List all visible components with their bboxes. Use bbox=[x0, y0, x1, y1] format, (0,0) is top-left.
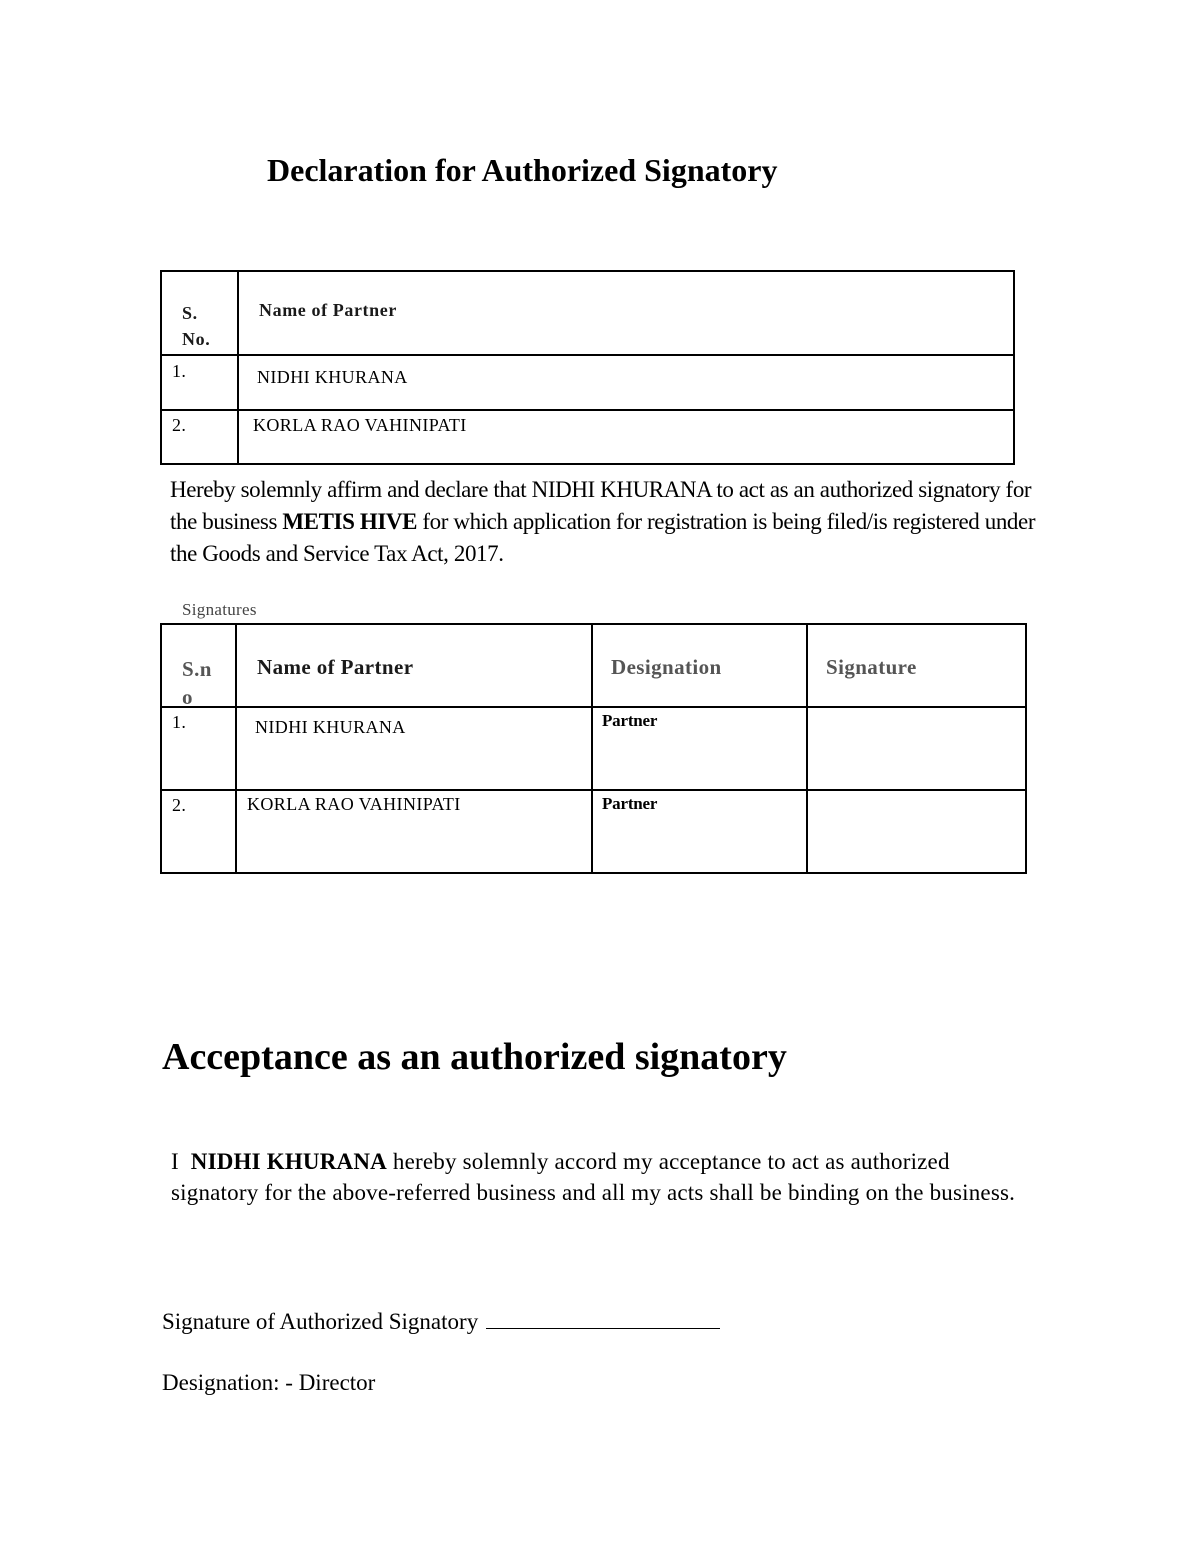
row-number: 2. bbox=[172, 795, 187, 815]
acceptance-paragraph bbox=[171, 1146, 1041, 1208]
designation-cell bbox=[592, 707, 807, 790]
name-cell bbox=[236, 790, 592, 873]
designation-header-cell bbox=[592, 624, 807, 707]
sno-header-cell bbox=[161, 624, 236, 707]
table-row bbox=[161, 707, 1026, 790]
partner-name: KORLA RAO VAHINIPATI bbox=[253, 415, 467, 435]
partners-table bbox=[160, 270, 1015, 465]
signature-blank[interactable] bbox=[486, 1308, 720, 1329]
business-name: METIS HIVE bbox=[282, 509, 418, 534]
document-title: Declaration for Authorized Signatory bbox=[267, 152, 778, 188]
row-number: 1. bbox=[172, 712, 187, 732]
signature-label: Signature of Authorized Signatory bbox=[162, 1309, 479, 1334]
acceptance-heading: Acceptance as an authorized signatory bbox=[162, 1036, 787, 1078]
name-cell bbox=[238, 410, 1014, 464]
designation-line: Designation: - Director bbox=[162, 1370, 376, 1395]
signatures-caption: Signatures bbox=[182, 600, 257, 619]
name-cell bbox=[236, 707, 592, 790]
table-row bbox=[161, 790, 1026, 873]
designation-header: Designation bbox=[611, 655, 722, 679]
sno-header: S. No. bbox=[182, 303, 211, 349]
table-row bbox=[161, 410, 1014, 464]
sno-cell bbox=[161, 410, 238, 464]
row-number: 2. bbox=[172, 415, 187, 435]
acceptor-name: NIDHI KHURANA bbox=[190, 1149, 387, 1174]
declaration-text-end: for which application for registration is being filed/is registered under the Goods and Service Tax Act, 2017. bbox=[170, 509, 1036, 566]
name-header-cell bbox=[236, 624, 592, 707]
designation-value: Partner bbox=[602, 794, 658, 813]
name-header-cell bbox=[238, 271, 1014, 355]
row-number: 1. bbox=[172, 361, 187, 381]
name-cell bbox=[238, 355, 1014, 410]
partner-name: KORLA RAO VAHINIPATI bbox=[247, 794, 461, 814]
signature-header-cell bbox=[807, 624, 1026, 707]
sno-cell bbox=[161, 355, 238, 410]
signatures-table bbox=[160, 623, 1027, 874]
designation-value: Partner bbox=[602, 711, 658, 730]
designation-cell bbox=[592, 790, 807, 873]
sno-cell bbox=[161, 790, 236, 873]
signature-cell[interactable] bbox=[807, 790, 1026, 873]
declaration-text-start: Hereby solemnly affirm and declare that NIDHI KHURANA to act as an authorized signatory for the business bbox=[170, 477, 1032, 534]
partner-name: NIDHI KHURANA bbox=[257, 367, 408, 387]
sno-header-cell bbox=[161, 271, 238, 355]
sno-header: S.n o bbox=[182, 657, 212, 709]
partner-name: NIDHI KHURANA bbox=[255, 717, 406, 737]
acceptance-prefix: I bbox=[171, 1149, 191, 1174]
acceptance-text: hereby solemnly accord my acceptance to act as authorized signatory for the above-referred business and all my acts shall be binding on the business. bbox=[171, 1149, 1016, 1205]
table-header-row bbox=[161, 271, 1014, 355]
table-header-row bbox=[161, 624, 1026, 707]
table-row bbox=[161, 355, 1014, 410]
name-header: Name of Partner bbox=[257, 655, 414, 679]
name-header: Name of Partner bbox=[259, 300, 397, 320]
declaration-paragraph bbox=[170, 474, 1050, 570]
signature-header: Signature bbox=[826, 655, 917, 679]
signature-cell[interactable] bbox=[807, 707, 1026, 790]
sno-cell bbox=[161, 707, 236, 790]
signature-line bbox=[162, 1308, 720, 1335]
